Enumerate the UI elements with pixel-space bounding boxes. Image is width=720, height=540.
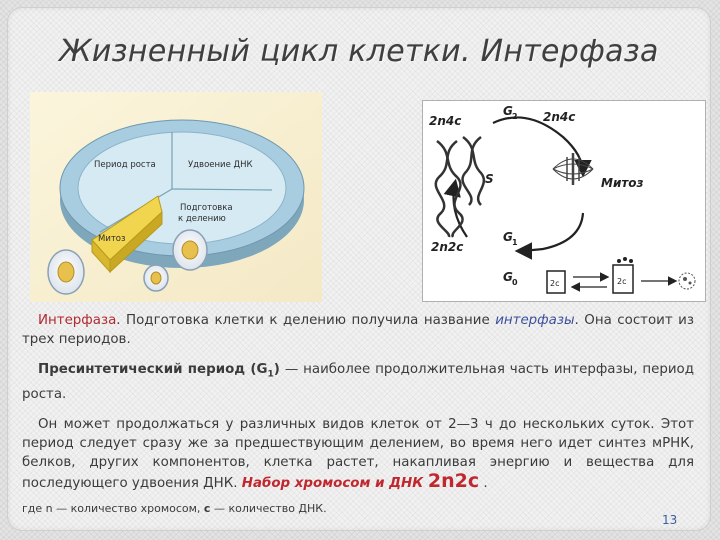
g0-box-label: 2c: [617, 277, 627, 286]
apoptotic-cell-icon: [679, 273, 695, 289]
text-span: .: [479, 475, 488, 491]
granule: [623, 257, 627, 261]
granule: [617, 259, 621, 263]
label-g1: G: [503, 230, 513, 244]
label-2n2c: 2n2c: [431, 240, 464, 254]
footnote: [22, 499, 694, 518]
g0-box-label: 2c: [550, 279, 560, 288]
formula-2n2c: 2n2c: [427, 469, 480, 492]
cell-cycle-diagram: [30, 92, 322, 302]
cell-nucleus: [151, 272, 161, 284]
label-prep-line1: Подготовка: [180, 203, 233, 213]
term-interphase: Интерфаза: [38, 313, 117, 328]
footnote-c: с: [203, 501, 211, 515]
text-span: — наиболее продолжительная часть интерфазы, период роста.: [22, 362, 694, 402]
paragraph-presynthetic: [22, 360, 694, 404]
label-dna-doubling: Удвоение ДНК: [188, 160, 253, 170]
mitotic-spindle-icon: [553, 153, 593, 185]
link-interphase: интерфазы: [495, 313, 575, 328]
cell-nucleus: [58, 262, 74, 282]
body-text: [22, 311, 694, 529]
page-number: 13: [662, 513, 678, 527]
label-s: S: [485, 172, 494, 186]
label-g2-sub: 2: [512, 112, 518, 121]
label-g2: G: [503, 104, 513, 118]
label-prep-line2: к делению: [178, 214, 226, 224]
label-g0: G: [503, 270, 513, 284]
label-2n4c-right: 2n4c: [543, 110, 576, 124]
label-g1-sub: 1: [512, 238, 518, 247]
label-mitosis-phase: Митоз: [601, 176, 644, 190]
granule: [629, 259, 633, 263]
slide: [8, 8, 710, 530]
paragraph-interphase: [22, 311, 694, 349]
text-span: — количество ДНК.: [210, 501, 327, 515]
label-mitosis: Митоз: [98, 234, 126, 244]
arrow-g2-to-mitosis: [493, 117, 583, 173]
label-2n4c-left: 2n4c: [429, 114, 462, 128]
note-chromosome-set: Набор хромосом и ДНК: [241, 475, 428, 491]
cell-cycle-svg: [30, 92, 322, 302]
paragraph-duration: [22, 415, 694, 493]
text-span: где n — количество хромосом,: [22, 501, 204, 515]
label-growth-period: Период роста: [94, 160, 156, 170]
text-span: . Подготовка клетки к делению получила название: [116, 313, 496, 328]
phase-diagram-svg: [423, 101, 705, 301]
term-presynthetic: Пресинтетический период (G: [38, 362, 268, 377]
label-g0-sub: 0: [512, 278, 518, 287]
term-sub: 1: [267, 369, 274, 380]
arrow-mitosis-to-g1: [519, 213, 583, 251]
cell-nucleus: [182, 241, 198, 259]
text-span: . Она состоит из трех периодов.: [22, 313, 694, 347]
phase-diagram: [422, 100, 706, 302]
term-close: ): [273, 362, 280, 377]
slide-title: Жизненный цикл клетки. Интерфаза: [59, 34, 659, 69]
text-span: Он может продолжаться у различных видов клеток от 2—3 ч до нескольких суток. Этот период следует сразу же за предшествующим делением, во время него идет синтез мРНК, белков, других компонентов, клетка растет, накапливая энергию и вещества для последующего удвоения ДНК.: [22, 416, 694, 491]
